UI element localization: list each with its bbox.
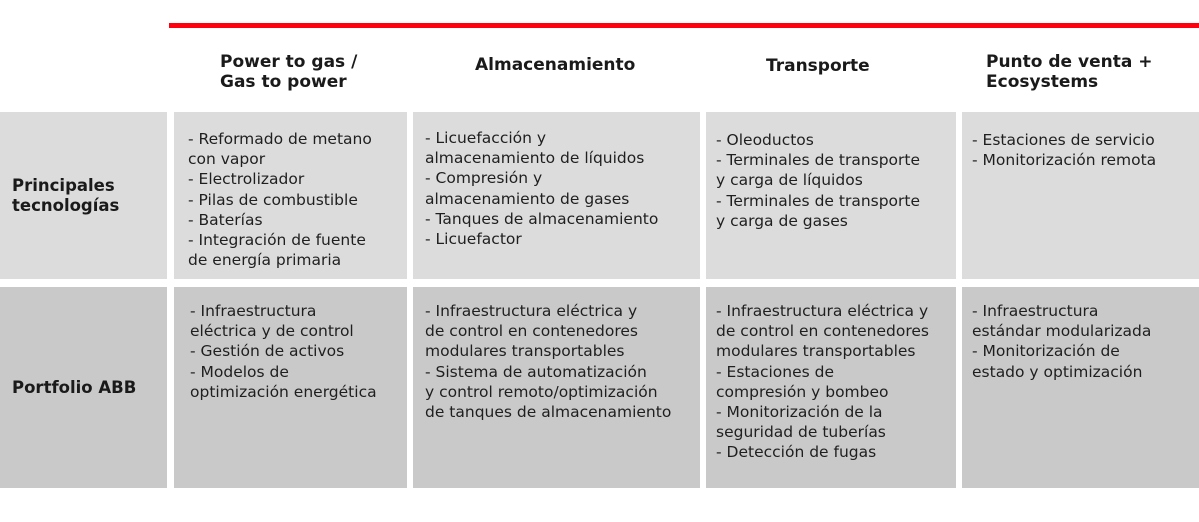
row-label-text: Portfolio ABB bbox=[12, 377, 137, 397]
cell-tecnologias-transporte: - Oleoductos - Terminales de transporte y carga de líquidos - Terminales de transporte y carga de gases bbox=[706, 112, 956, 279]
cell-tecnologias-punto-de-venta: - Estaciones de servicio - Monitorización remota bbox=[962, 112, 1199, 279]
column-header-punto-de-venta: Punto de venta + Ecosystems bbox=[986, 52, 1153, 92]
row-label-principales-tecnologias bbox=[0, 112, 167, 279]
cell-portfolio-punto-de-venta: - Infraestructura estándar modularizada - Monitorización de estado y optimización bbox=[962, 287, 1199, 488]
row-label-text: Principales tecnologías bbox=[12, 175, 120, 215]
header-accent-line bbox=[169, 23, 1199, 28]
column-header-almacenamiento: Almacenamiento bbox=[475, 55, 636, 75]
column-header-power-to-gas: Power to gas / Gas to power bbox=[220, 52, 358, 92]
cell-portfolio-transporte: - Infraestructura eléctrica y de control en contenedores modulares transportables - Estaciones de compresión y bombeo - Monitorización de la seguridad de tuberías - Detección de fugas bbox=[706, 287, 956, 488]
cell-tecnologias-power-to-gas: - Reformado de metano con vapor - Electrolizador - Pilas de combustible - Baterías - Integración de fuente de energía primaria bbox=[174, 112, 407, 279]
row-label-portfolio-abb bbox=[0, 287, 167, 488]
cell-portfolio-almacenamiento: - Infraestructura eléctrica y de control en contenedores modulares transportables - Sistema de automatización y control remoto/optimización de tanques de almacenamiento bbox=[413, 287, 700, 488]
cell-portfolio-power-to-gas: - Infraestructura eléctrica y de control - Gestión de activos - Modelos de optimización energética bbox=[174, 287, 407, 488]
cell-tecnologias-almacenamiento: - Licuefacción y almacenamiento de líquidos - Compresión y almacenamiento de gases - Tanques de almacenamiento - Licuefactor bbox=[413, 112, 700, 279]
column-header-transporte: Transporte bbox=[766, 56, 870, 76]
